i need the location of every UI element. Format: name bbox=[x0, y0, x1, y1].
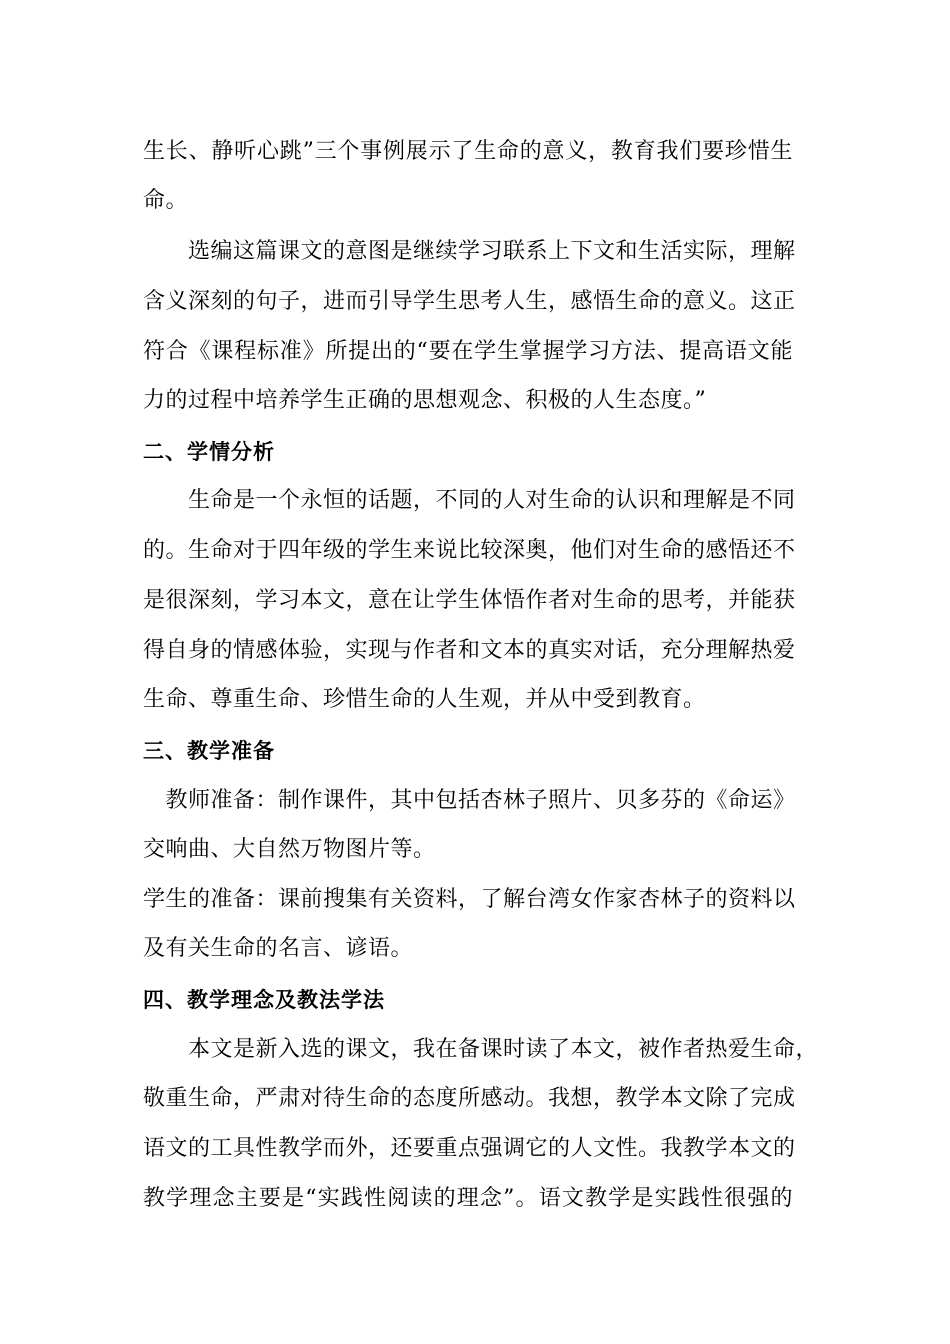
text-line: 本文是新入选的课文，我在备课时读了本文，被作者热爱生命， bbox=[143, 1037, 819, 1062]
text-line: 是很深刻，学习本文，意在让学生体悟作者对生命的思考，并能获 bbox=[143, 588, 796, 613]
text-line: 力的过程中培养学生正确的思想观念、积极的人生态度。” bbox=[143, 388, 707, 413]
section-heading: 四、教学理念及教法学法 bbox=[143, 988, 385, 1012]
text-line: 生长、静听心跳”三个事例展示了生命的意义，教育我们要珍惜生 bbox=[143, 139, 793, 164]
text-line: 的。生命对于四年级的学生来说比较深奥，他们对生命的感悟还不 bbox=[143, 538, 796, 563]
text-line: 生命、尊重生命、珍惜生命的人生观，并从中受到教育。 bbox=[143, 687, 706, 712]
text-line: 符合《课程标准》所提出的“要在学生掌握学习方法、提高语文能 bbox=[143, 339, 793, 364]
text-line: 含义深刻的句子，进而引导学生思考人生，感悟生命的意义。这正 bbox=[143, 289, 796, 314]
text-line: 教学理念主要是“实践性阅读的理念”。语文教学是实践性很强的 bbox=[143, 1186, 793, 1211]
text-line: 语文的工具性教学而外，还要重点强调它的人文性。我教学本文的 bbox=[143, 1136, 796, 1161]
text-line: 敬重生命，严肃对待生命的态度所感动。我想，教学本文除了完成 bbox=[143, 1086, 796, 1111]
text-line: 生命是一个永恒的话题，不同的人对生命的认识和理解是不同 bbox=[143, 488, 796, 513]
text-line: 及有关生命的名言、谚语。 bbox=[143, 936, 414, 961]
text-line: 交响曲、大自然万物图片等。 bbox=[143, 837, 436, 862]
text-line: 学生的准备：课前搜集有关资料，了解台湾女作家杏林子的资料以 bbox=[143, 887, 796, 912]
text-line: 得自身的情感体验，实现与作者和文本的真实对话，充分理解热爱 bbox=[143, 638, 796, 663]
text-line: 教师准备：制作课件，其中包括杏林子照片、贝多芬的《命运》 bbox=[143, 788, 796, 813]
section-heading: 三、教学准备 bbox=[143, 739, 275, 763]
section-heading: 二、学情分析 bbox=[143, 440, 275, 464]
text-line: 选编这篇课文的意图是继续学习联系上下文和生活实际，理解 bbox=[143, 239, 796, 264]
text-line: 命。 bbox=[143, 188, 189, 213]
